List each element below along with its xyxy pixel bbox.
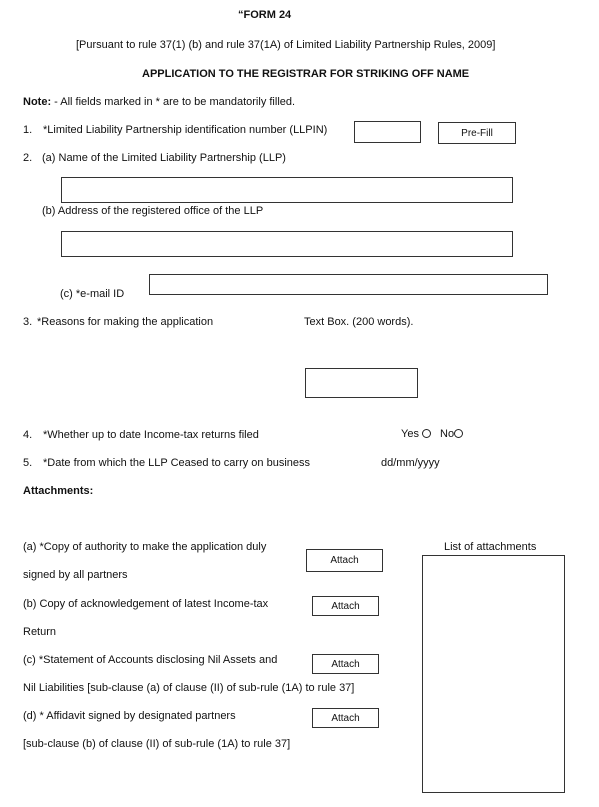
attach-button-b[interactable]: Attach: [312, 596, 379, 616]
attachments-heading: Attachments:: [23, 485, 94, 497]
ceased-date-input[interactable]: dd/mm/yyyy: [381, 457, 440, 469]
tax-returns-options: [401, 428, 463, 440]
address-label: (b) Address of the registered office of the LLP: [42, 205, 264, 217]
tax-returns-label: *Whether up to date Income-tax returns filed: [43, 429, 259, 441]
prefill-button[interactable]: Pre-Fill: [438, 122, 516, 144]
attachment-item-b-line1: (b) Copy of acknowledgement of latest Income-tax: [23, 598, 269, 610]
attachment-item-c-line2: Nil Liabilities [sub-clause (a) of clause (II) of sub-rule (1A) to rule 37]: [23, 682, 355, 694]
attachments-list-box[interactable]: [422, 555, 565, 793]
llp-name-input[interactable]: [61, 177, 513, 203]
llpin-label: *Limited Liability Partnership identification number (LLPIN): [43, 124, 328, 136]
reasons-number: 3.: [23, 316, 33, 328]
llpin-input[interactable]: [354, 121, 421, 143]
name-number: 2.: [23, 152, 33, 164]
note-label: Note:: [23, 96, 52, 108]
reasons-textarea[interactable]: [305, 368, 418, 398]
no-radio[interactable]: [454, 429, 463, 438]
email-input[interactable]: [149, 274, 548, 295]
reasons-hint: Text Box. (200 words).: [304, 316, 414, 328]
attachment-item-a-line1: (a) *Copy of authority to make the application duly: [23, 541, 267, 553]
form-title: “FORM 24: [238, 9, 292, 21]
attachment-item-c-line1: (c) *Statement of Accounts disclosing Nil Assets and: [23, 654, 278, 666]
attach-button-c[interactable]: Attach: [312, 654, 379, 674]
address-input[interactable]: [61, 231, 513, 257]
note-text: - All fields marked in * are to be mandatorily filled.: [51, 96, 296, 108]
ceased-date-number: 5.: [23, 457, 33, 469]
attach-button-d[interactable]: Attach: [312, 708, 379, 728]
llpin-number: 1.: [23, 124, 33, 136]
pursuant-text: [Pursuant to rule 37(1) (b) and rule 37(1A) of Limited Liability Partnership Rules, 2009]: [76, 39, 496, 51]
yes-label: Yes: [401, 428, 419, 440]
attachment-item-b-line2: Return: [23, 626, 57, 638]
note: [23, 96, 295, 108]
name-label: (a) Name of the Limited Liability Partnership (LLP): [42, 152, 286, 164]
attachments-list-heading: List of attachments: [444, 541, 537, 553]
attachment-item-d-line1: (d) * Affidavit signed by designated partners: [23, 710, 236, 722]
attach-button-a[interactable]: Attach: [306, 549, 383, 572]
email-label: (c) *e-mail ID: [60, 288, 125, 300]
attachment-item-a-line2: signed by all partners: [23, 569, 128, 581]
application-title: APPLICATION TO THE REGISTRAR FOR STRIKING OFF NAME: [142, 68, 470, 80]
attachment-item-d-line2: [sub-clause (b) of clause (II) of sub-rule (1A) to rule 37]: [23, 738, 291, 750]
no-label: No: [440, 428, 455, 440]
tax-returns-number: 4.: [23, 429, 33, 441]
yes-radio[interactable]: [422, 429, 431, 438]
ceased-date-label: *Date from which the LLP Ceased to carry on business: [43, 457, 310, 469]
reasons-label: *Reasons for making the application: [37, 316, 214, 328]
